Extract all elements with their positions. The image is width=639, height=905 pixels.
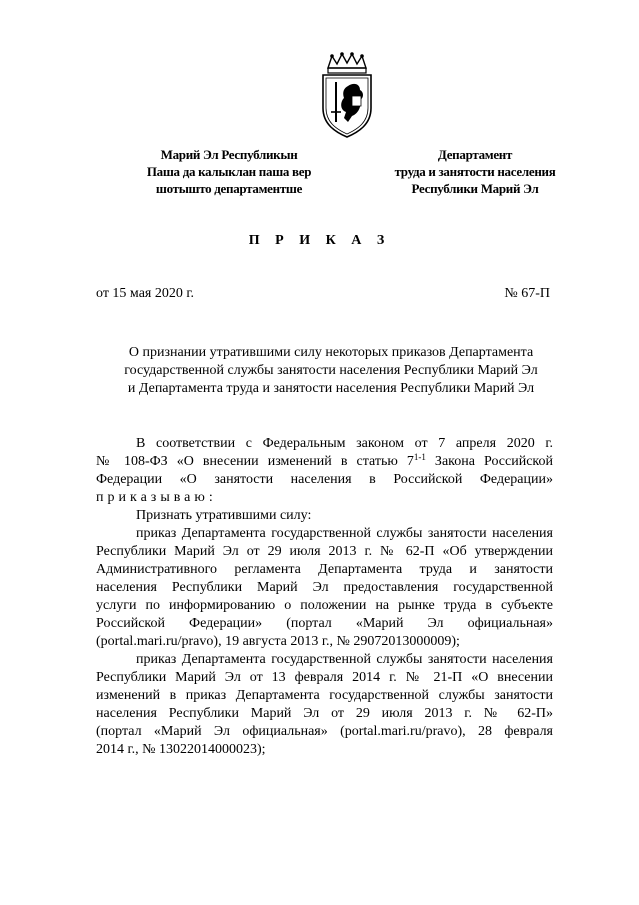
body-line: Признать утратившими силу: — [136, 508, 312, 523]
header-left-line-2: Паша да калыклан паша вер — [146, 164, 312, 179]
body-line: приказ Департамента государственной службы занятости населения — [136, 652, 553, 667]
body-line: приказ Департамента государственной службы занятости населения — [136, 526, 553, 541]
order-number: № 67-П — [504, 286, 550, 301]
order-body — [96, 435, 553, 759]
header-right-line-3: Республики Марий Эл — [411, 181, 539, 196]
document-title: П Р И К А З — [248, 233, 391, 248]
body-line: (portal.mari.ru/pravo), 19 августа 2013 г., № 29072013000009); — [96, 634, 460, 649]
body-line: Российской Федерации» (портал «Марий Эл официальная» — [96, 616, 553, 631]
header-right-line-1: Департамент — [437, 147, 513, 162]
order-date: от 15 мая 2020 г. — [96, 286, 195, 301]
body-line: Республики Марий Эл от 13 февраля 2014 г. № 21-П «О внесении — [96, 670, 553, 685]
article-superscript: 1-1 — [413, 452, 426, 462]
body-line: населения Республики Марий Эл от 29 июля 2013 г. № 62-П» — [96, 706, 553, 721]
body-line-order-word: приказываю: — [96, 490, 217, 505]
body-line: (портал «Марий Эл официальная» (portal.mari.ru/pravo), 28 февраля — [96, 724, 553, 739]
body-text: № 108-ФЗ «О внесении изменений в статью 7 — [96, 454, 414, 469]
body-line: Республики Марий Эл от 29 июля 2013 г. № 62-П «Об утверждении — [96, 544, 553, 559]
subject-line-2: государственной службы занятости населения Республики Марий Эл — [124, 363, 538, 378]
coat-of-arms-emblem — [318, 52, 376, 138]
body-line: услуги по информированию о положении на рынке труда в субъекте — [96, 598, 553, 613]
order-subject — [96, 344, 566, 398]
subject-line-1: О признании утратившими силу некоторых приказов Департамента — [128, 345, 534, 360]
body-text: Закона Российской — [425, 454, 553, 469]
body-line: изменений в приказ Департамента государственной службы занятости — [96, 688, 553, 703]
body-line: Административного регламента Департамента труда и занятости — [96, 562, 553, 577]
subject-line-3: и Департамента труда и занятости населения Республики Марий Эл — [127, 381, 535, 396]
date-number-line — [96, 286, 550, 304]
body-line — [96, 453, 553, 471]
body-line: Федерации «О занятости населения в Российской Федерации» — [96, 472, 553, 487]
header-left-line-1: Марий Эл Республикын — [160, 147, 298, 162]
body-line: населения Республики Марий Эл предоставления государственной — [96, 580, 553, 595]
body-line: 2014 г., № 13022014000023); — [96, 742, 266, 757]
header-right-block — [362, 146, 588, 197]
header-left-line-3: шотышто департаментше — [155, 181, 303, 196]
body-line: В соответствии с Федеральным законом от 7 апреля 2020 г. — [136, 436, 553, 451]
header-left-block — [118, 146, 340, 197]
header-right-line-2: труда и занятости населения — [394, 164, 556, 179]
